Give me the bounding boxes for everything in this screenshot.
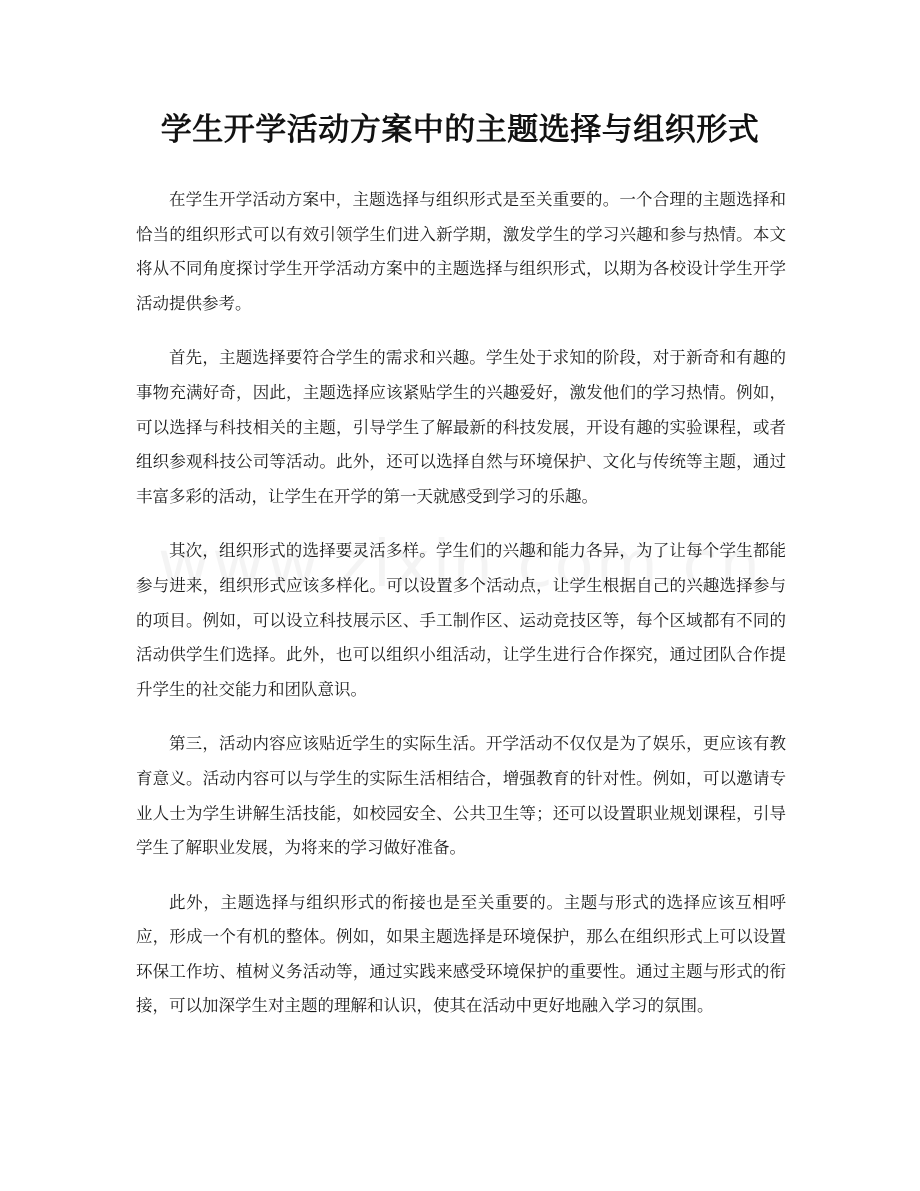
document-body (136, 183, 786, 1044)
paragraph-2: 首先，主题选择要符合学生的需求和兴趣。学生处于求知的阶段，对于新奇和有趣的事物充满好奇，因此，主题选择应该紧贴学生的兴趣爱好，激发他们的学习热情。例如，可以选择与科技相关的主题，引导学生了解最新的科技发展，开设有趣的实验课程，或者组织参观科技公司等活动。此外，还可以选择自然与环境保护、文化与传统等主题，通过丰富多彩的活动，让学生在开学的第一天就感受到学习的乐趣。 (136, 348, 786, 506)
paragraph-3: 其次，组织形式的选择要灵活多样。学生们的兴趣和能力各异，为了让每个学生都能参与进来，组织形式应该多样化。可以设置多个活动点，让学生根据自己的兴趣选择参与的项目。例如，可以设立科技展示区、手工制作区、运动竞技区等，每个区域都有不同的活动供学生们选择。此外，也可以组织小组活动，让学生进行合作探究，通过团队合作提升学生的社交能力和团队意识。 (136, 541, 786, 699)
paragraph-5: 此外，主题选择与组织形式的衔接也是至关重要的。主题与形式的选择应该互相呼应，形成一个有机的整体。例如，如果主题选择是环境保护，那么在组织形式上可以设置环保工作坊、植树义务活动等，通过实践来感受环境保护的重要性。通过主题与形式的衔接，可以加深学生对主题的理解和认识，使其在活动中更好地融入学习的氛围。 (136, 892, 786, 1016)
paragraph-1: 在学生开学活动方案中，主题选择与组织形式是至关重要的。一个合理的主题选择和恰当的组织形式可以有效引领学生们进入新学期，激发学生的学习兴趣和参与热情。本文将从不同角度探讨学生开学活动方案中的主题选择与组织形式，以期为各校设计学生开学活动提供参考。 (136, 190, 786, 313)
document-title: 学生开学活动方案中的主题选择与组织形式 (160, 112, 760, 148)
paragraph-4: 第三，活动内容应该贴近学生的实际生活。开学活动不仅仅是为了娱乐，更应该有教育意义。活动内容可以与学生的实际生活相结合，增强教育的针对性。例如，可以邀请专业人士为学生讲解生活技能，如校园安全、公共卫生等；还可以设置职业规划课程，引导学生了解职业发展，为将来的学习做好准备。 (136, 734, 786, 858)
